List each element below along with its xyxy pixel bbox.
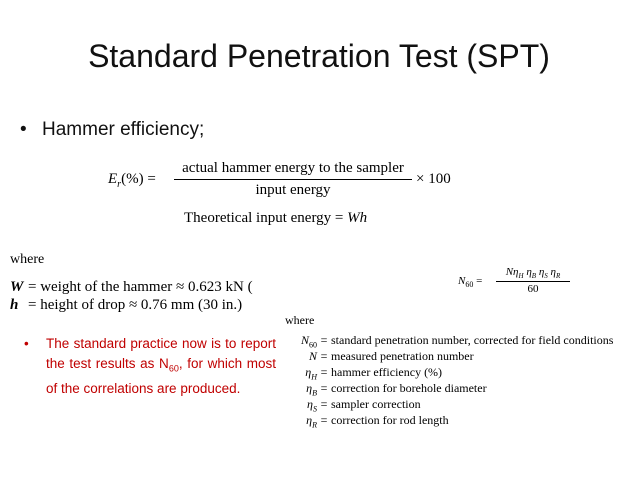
definition-w <box>10 279 253 296</box>
efficiency-denominator: input energy <box>255 182 331 198</box>
bullet-text: Hammer efficiency; <box>42 119 205 140</box>
n60-denominator: 60 <box>527 283 539 296</box>
bullet-hammer-efficiency <box>20 119 204 141</box>
n60-fraction <box>496 266 570 295</box>
definition-h-text: = height of drop ≈ 0.76 mm (30 in.) <box>28 297 243 313</box>
theoretical-energy-line <box>184 210 367 227</box>
n60-numerator: $N\eta_H$ $\eta_B$ $\eta_S$ $\eta_R$ <box>496 266 570 282</box>
theoretical-text: Theoretical input energy = <box>184 210 344 226</box>
symbol-row: $\eta_S$ = sampler correction <box>307 397 421 414</box>
efficiency-lhs: $E_r(\%)$ = <box>108 171 156 190</box>
note-bullet: • <box>24 336 29 351</box>
practice-note <box>24 334 276 398</box>
efficiency-numerator: actual hammer energy to the sampler <box>174 160 412 180</box>
theoretical-expr: Wh <box>347 210 368 226</box>
where-left-label: where <box>10 252 45 267</box>
symbol-row: $\eta_B$ = correction for borehole diameter <box>306 381 487 398</box>
symbol-row: $\eta_R$ = correction for rod length <box>306 413 449 430</box>
note-text: The standard practice now is to report the test results as $N_{60}$, for which most of the correlations are produced. <box>46 336 276 396</box>
n60-lhs: $N_{60}$ = <box>458 275 483 290</box>
symbol-row: $N_{60}$ = standard penetration number, corrected for field conditions <box>300 333 614 350</box>
efficiency-rhs: × 100 <box>416 171 451 187</box>
symbol-row: $\eta_H$ = hammer efficiency (%) <box>305 365 443 382</box>
definition-h <box>10 297 242 314</box>
where-right-label: where <box>285 313 315 327</box>
efficiency-fraction <box>174 160 412 199</box>
definition-w-text: = weight of the hammer ≈ 0.623 kN ( <box>28 279 253 295</box>
symbol-w: W <box>10 279 24 295</box>
symbol-row: N = measured penetration number <box>308 349 474 363</box>
symbol-h: h <box>10 297 19 313</box>
slide-title: Standard Penetration Test (SPT) <box>88 38 550 74</box>
bullet-symbol: • <box>20 119 27 140</box>
